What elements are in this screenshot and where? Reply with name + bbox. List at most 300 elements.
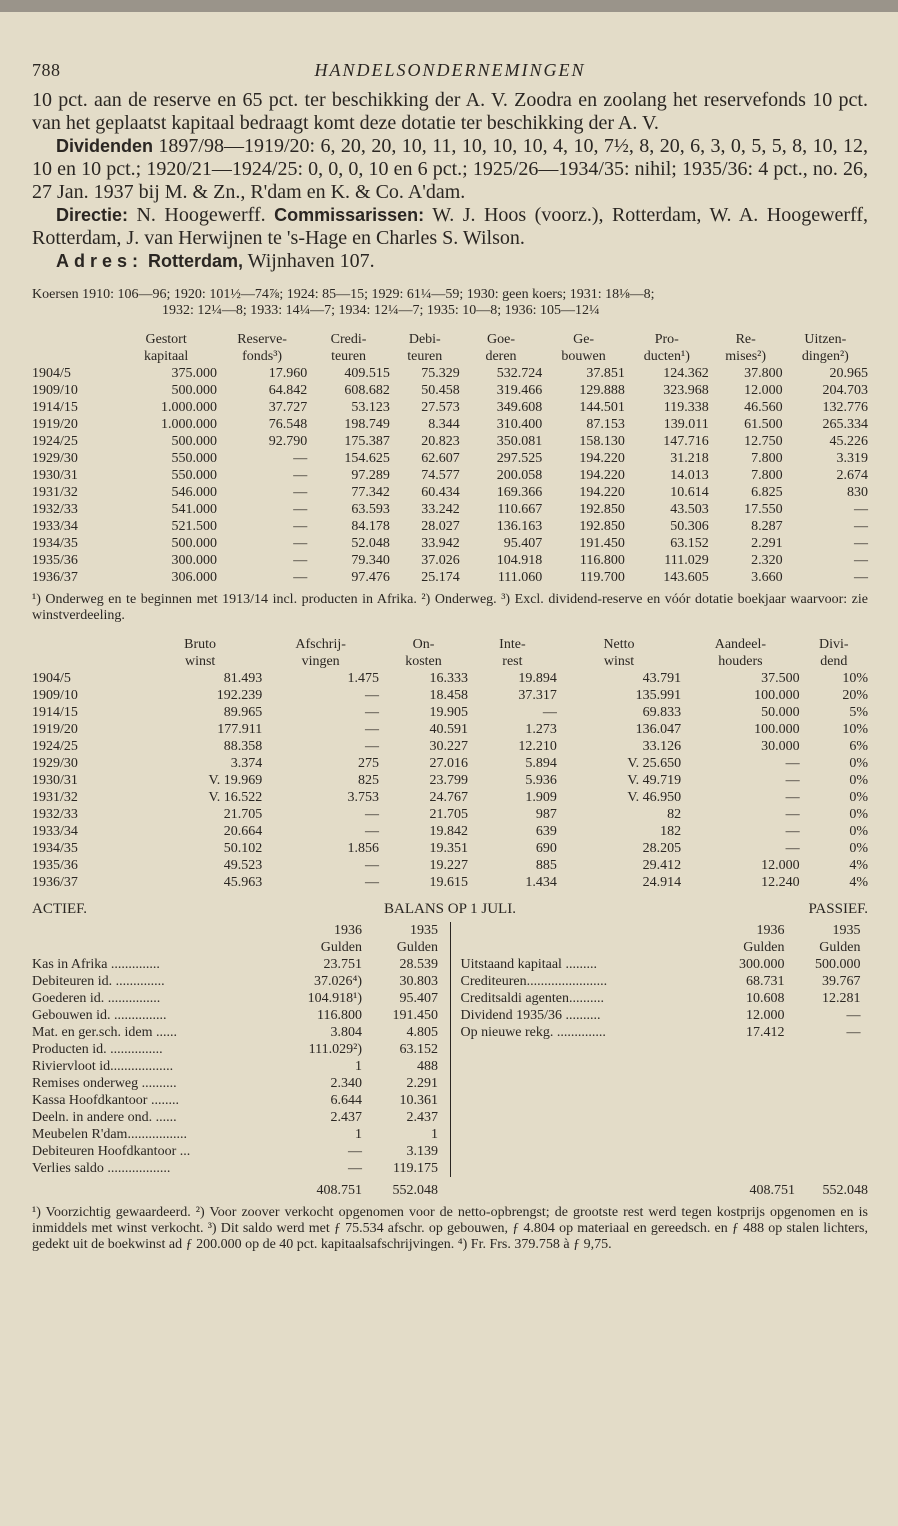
value-cell: 19.894 — [518, 670, 557, 686]
value-cell: 89.965 — [223, 704, 263, 720]
value-cell: 46.560 — [744, 399, 783, 415]
value-cell: 111.060 — [497, 569, 543, 585]
value-cell: 12.750 — [744, 433, 783, 449]
koersen-line-2: 1932: 12¼—8; 1933: 14¼—7; 1934: 12¼—7; 1935: 10—8; 1936: 105—12¼ — [162, 303, 600, 318]
value-cell: 21.705 — [223, 806, 263, 822]
value-1936: 10.608 — [745, 991, 785, 1006]
column-header-line-2: kosten — [405, 654, 442, 669]
value-cell: 0% — [849, 789, 868, 805]
value-cell: 82 — [667, 806, 682, 822]
year-cell: 1904/5 — [32, 365, 71, 381]
value-1935: 2.291 — [406, 1076, 438, 1091]
value-1935: 28.539 — [399, 957, 438, 972]
year-cell: 1933/34 — [32, 518, 78, 534]
value-cell: 158.130 — [579, 433, 625, 449]
value-cell: 50.306 — [670, 518, 709, 534]
column-header-line-2: dingen²) — [801, 349, 849, 364]
value-cell: 132.776 — [822, 399, 868, 415]
value-1935: — — [846, 1025, 861, 1040]
value-cell: 154.625 — [344, 450, 390, 466]
value-cell: 194.220 — [579, 484, 625, 500]
actief-row — [32, 1075, 440, 1092]
value-cell: 23.799 — [429, 772, 468, 788]
value-cell: 50.458 — [421, 382, 460, 398]
page-number: 788 — [32, 60, 61, 80]
column-header — [783, 331, 868, 365]
value-1936: 3.804 — [330, 1025, 362, 1040]
item-label: Verlies saldo .................. — [32, 1161, 171, 1176]
actief-row — [32, 1041, 440, 1058]
column-header-line-2: winst — [603, 654, 635, 669]
year-cell: 1930/31 — [32, 467, 78, 483]
value-cell: 194.220 — [579, 467, 625, 483]
item-label: Kas in Afrika .............. — [32, 957, 160, 972]
actief-row — [32, 1160, 440, 1177]
value-cell: 182 — [660, 823, 682, 839]
value-cell: 198.749 — [344, 416, 390, 432]
value-cell: 20.823 — [421, 433, 460, 449]
value-cell: V. 16.522 — [208, 789, 263, 805]
footnote-balance: ¹) Voorzichtig gewaardeerd. ²) Voor zoover verkocht opgenomen voor de netto-opbrengst; de grootste rest werd tegen kostprijs opgenomen en is inmiddels met winst verkocht. ³) Dit saldo werd met ƒ 75.534 afschr. op gebouwen, ƒ 4.804 op materiaal en gereedsch. en ƒ 488 op stalen lichters, gedekt uit de boekwinst ad ƒ 200.000 op de 40 pct. kapitaalsafschrijvingen. ⁴) Fr. Frs. 379.758 à ƒ 9,75. — [32, 1205, 868, 1252]
item-label: Producten id. ............... — [32, 1042, 163, 1057]
table-row — [32, 704, 868, 721]
directie-text: N. Hoogewerff. — [128, 204, 275, 226]
column-header-line-1: Reserve- — [237, 332, 287, 347]
unit-1935: Gulden — [396, 940, 438, 955]
passief-row — [460, 990, 868, 1007]
value-cell: 2.291 — [751, 535, 783, 551]
value-1935: 3.139 — [406, 1144, 438, 1159]
koersen-line-1: Koersen 1910: 106—96; 1920: 101½—74⅞; 1924: 85—15; 1929: 61¼—59; 1930: geen koers; 1931: 18⅛—8; — [32, 287, 655, 302]
value-1936: 12.000 — [745, 1008, 785, 1023]
column-header-line-2: bouwen — [561, 349, 606, 364]
value-cell: 28.205 — [642, 840, 682, 856]
passief-unit-row — [460, 939, 868, 956]
value-1935: 30.803 — [399, 974, 438, 989]
value-cell: 18.458 — [429, 687, 468, 703]
value-cell: 200.058 — [496, 467, 543, 483]
value-cell: 5.936 — [525, 772, 557, 788]
value-cell: 40.591 — [429, 721, 468, 737]
value-cell: 76.548 — [268, 416, 308, 432]
value-cell: 14.013 — [670, 467, 709, 483]
value-cell: 37.800 — [744, 365, 783, 381]
value-cell: 0% — [849, 755, 868, 771]
value-1935: 1 — [431, 1127, 438, 1142]
column-header-line-2: ducten¹) — [643, 349, 690, 364]
table-row — [32, 399, 868, 416]
actief-rows — [32, 956, 440, 1177]
page-header — [32, 60, 868, 81]
value-cell: 43.791 — [642, 670, 682, 686]
column-header-line-1: Netto — [603, 637, 635, 652]
value-cell: 33.126 — [642, 738, 682, 754]
year-cell: 1914/15 — [32, 399, 78, 415]
value-cell: 21.705 — [429, 806, 468, 822]
year-cell: 1904/5 — [32, 670, 71, 686]
value-cell: — — [293, 450, 308, 466]
value-cell: 177.911 — [217, 721, 263, 737]
column-header-line-2: teuren — [407, 349, 443, 364]
value-cell: — — [293, 467, 308, 483]
value-1936: 37.026⁴) — [313, 974, 362, 989]
value-cell: 192.850 — [579, 501, 625, 517]
value-cell: 30.227 — [429, 738, 468, 754]
value-cell: — — [293, 501, 308, 517]
value-cell: 19.615 — [429, 874, 468, 890]
value-1936: 2.340 — [330, 1076, 362, 1091]
item-label: Op nieuwe rekg. .............. — [460, 1025, 606, 1040]
item-label: Debiteuren Hoofdkantoor ... — [32, 1144, 191, 1159]
value-cell: 135.991 — [635, 687, 682, 703]
value-cell: 306.000 — [171, 569, 217, 585]
page — [32, 60, 868, 1253]
value-cell: 175.387 — [344, 433, 390, 449]
value-cell: 825 — [358, 772, 380, 788]
value-cell: 3.660 — [751, 569, 783, 585]
value-cell: — — [365, 687, 380, 703]
value-cell: 119.338 — [663, 399, 709, 415]
value-cell: 144.501 — [579, 399, 625, 415]
value-cell: 84.178 — [351, 518, 390, 534]
value-cell: 297.525 — [496, 450, 543, 466]
table-row — [32, 365, 868, 382]
value-cell: 1.856 — [347, 840, 380, 856]
balance-history-table — [32, 331, 868, 586]
value-cell: 3.374 — [230, 755, 263, 771]
year-1935: 1935 — [832, 923, 861, 938]
value-cell: 8.287 — [751, 518, 783, 534]
value-cell: 300.000 — [171, 552, 217, 568]
value-cell: 116.800 — [579, 552, 625, 568]
value-cell: 33.942 — [421, 535, 460, 551]
value-cell: 265.334 — [822, 416, 868, 432]
passief-row — [460, 956, 868, 973]
item-label: Kassa Hoofdkantoor ........ — [32, 1093, 179, 1108]
total-passief-1936: 408.751 — [749, 1183, 795, 1198]
item-label: Uitstaand kapitaal ......... — [460, 957, 597, 972]
value-cell: 0% — [849, 840, 868, 856]
actief-row — [32, 1126, 440, 1143]
actief-row — [32, 1007, 440, 1024]
year-cell: 1929/30 — [32, 450, 78, 466]
value-cell: 63.593 — [351, 501, 390, 517]
value-cell: — — [365, 721, 380, 737]
value-cell: 37.500 — [761, 670, 800, 686]
table-row — [32, 738, 868, 755]
year-cell: 1934/35 — [32, 840, 78, 856]
value-cell: 16.333 — [429, 670, 468, 686]
value-cell: 20% — [842, 687, 868, 703]
scan-edge — [0, 0, 898, 12]
value-cell: 10% — [842, 721, 868, 737]
value-cell: 111.029 — [664, 552, 709, 568]
value-1936: — — [348, 1161, 362, 1176]
value-cell: 1.434 — [525, 874, 557, 890]
value-cell: 50.102 — [223, 840, 263, 856]
value-cell: 45.963 — [223, 874, 263, 890]
value-cell: 310.400 — [496, 416, 543, 432]
address-street: Wijnhaven 107. — [243, 250, 375, 272]
value-cell: — — [785, 755, 800, 771]
value-cell: 8.344 — [428, 416, 460, 432]
year-cell: 1935/36 — [32, 857, 78, 873]
value-cell: V. 49.719 — [627, 772, 682, 788]
value-cell: 409.515 — [344, 365, 390, 381]
value-cell: — — [293, 518, 308, 534]
value-cell: V. 19.969 — [208, 772, 263, 788]
value-1936: 1 — [355, 1059, 362, 1074]
balance-header — [32, 901, 868, 918]
intro-paragraph: 10 pct. aan de reserve en 65 pct. ter beschikking der A. V. Zoodra en zoolang het reservefonds 10 pct. van het geplaatst kapitaal bedraagt komt deze dotatie ter beschikking der A. V. — [32, 89, 868, 134]
value-cell: 639 — [535, 823, 557, 839]
value-cell: 500.000 — [171, 535, 217, 551]
value-1936: 17.412 — [745, 1025, 785, 1040]
column-header — [709, 331, 783, 365]
value-cell: 375.000 — [171, 365, 217, 381]
address-paragraph — [32, 250, 868, 273]
column-header-line-1: On- — [412, 637, 435, 652]
value-cell: 88.358 — [223, 738, 263, 754]
value-cell: 1.475 — [347, 670, 380, 686]
value-cell: 27.016 — [429, 755, 468, 771]
value-cell: 12.000 — [761, 857, 800, 873]
running-title: HANDELSONDERNEMINGEN — [314, 60, 586, 80]
table-row — [32, 840, 868, 857]
column-header — [681, 636, 800, 670]
value-cell: — — [365, 823, 380, 839]
value-cell: 143.605 — [663, 569, 709, 585]
value-cell: 30.000 — [761, 738, 800, 754]
column-header-line-2: deren — [485, 349, 517, 364]
value-cell: 0% — [849, 772, 868, 788]
value-cell: 92.790 — [268, 433, 308, 449]
value-cell: 12.240 — [761, 874, 800, 890]
value-cell: 110.667 — [497, 501, 543, 517]
table-row — [32, 382, 868, 399]
year-cell: 1933/34 — [32, 823, 78, 839]
actief-year-row — [32, 922, 440, 939]
year-cell: 1924/25 — [32, 738, 78, 754]
value-cell: — — [293, 552, 308, 568]
item-label: Goederen id. ............... — [32, 991, 161, 1006]
year-cell: 1931/32 — [32, 789, 78, 805]
column-header-line-1: Ge- — [573, 332, 595, 347]
value-cell: 500.000 — [171, 433, 217, 449]
management-paragraph — [32, 204, 868, 250]
column-header — [379, 636, 468, 670]
dividend-label: Dividenden — [56, 136, 154, 156]
passief-year-row — [460, 922, 868, 939]
value-cell: — — [365, 857, 380, 873]
value-1936: 116.800 — [317, 1008, 362, 1023]
column-header-line-1: Aandeel- — [714, 637, 767, 652]
year-cell: 1914/15 — [32, 704, 78, 720]
column-header — [307, 331, 390, 365]
column-header — [138, 636, 262, 670]
year-cell: 1924/25 — [32, 433, 78, 449]
column-header — [262, 636, 379, 670]
column-header-line-2: teuren — [331, 349, 367, 364]
value-cell: 4% — [849, 874, 868, 890]
value-cell: 97.476 — [351, 569, 390, 585]
value-cell: 24.767 — [429, 789, 468, 805]
column-header-line-1: Goe- — [487, 332, 515, 347]
year-cell: 1932/33 — [32, 501, 78, 517]
value-cell: 49.523 — [223, 857, 263, 873]
value-cell: 17.550 — [744, 501, 783, 517]
year-cell: 1936/37 — [32, 569, 78, 585]
value-cell: 52.048 — [351, 535, 390, 551]
value-cell: — — [785, 806, 800, 822]
value-cell: 62.607 — [421, 450, 460, 466]
value-1936: 68.731 — [745, 974, 785, 989]
table-row — [32, 552, 868, 569]
table-row — [32, 823, 868, 840]
actief-column — [32, 922, 440, 1177]
table-row — [32, 772, 868, 789]
table-row — [32, 721, 868, 738]
value-cell: — — [293, 484, 308, 500]
column-header — [460, 331, 543, 365]
table-row — [32, 874, 868, 891]
value-cell: 50.000 — [761, 704, 800, 720]
value-cell: 19.842 — [429, 823, 468, 839]
value-cell: 100.000 — [754, 687, 800, 703]
value-cell: 7.800 — [751, 450, 783, 466]
value-cell: — — [293, 535, 308, 551]
value-1936: 111.029²) — [308, 1042, 362, 1057]
column-header — [625, 331, 709, 365]
year-1936: 1936 — [334, 923, 362, 938]
value-cell: 100.000 — [754, 721, 800, 737]
value-cell: 25.174 — [421, 569, 460, 585]
column-header-line-2: houders — [718, 654, 763, 669]
value-cell: 37.851 — [586, 365, 625, 381]
item-label: Meubelen R'dam................. — [32, 1127, 187, 1142]
item-label: Riviervloot id.................. — [32, 1059, 174, 1074]
item-label: Debiteuren id. .............. — [32, 974, 165, 989]
value-cell: 129.888 — [579, 382, 625, 398]
actief-row — [32, 1109, 440, 1126]
item-label: Mat. en ger.sch. idem ...... — [32, 1025, 178, 1040]
value-cell: V. 25.650 — [627, 755, 682, 771]
value-cell: 74.577 — [421, 467, 460, 483]
value-cell: 0% — [849, 823, 868, 839]
year-cell: 1919/20 — [32, 416, 78, 432]
value-cell: 139.011 — [663, 416, 709, 432]
item-label: Deeln. in andere ond. ...... — [32, 1110, 177, 1125]
balance-totals — [32, 1183, 868, 1199]
actief-row — [32, 1143, 440, 1160]
value-1935: 95.407 — [399, 991, 438, 1006]
value-cell: 4% — [849, 857, 868, 873]
value-1935: 2.437 — [406, 1110, 438, 1125]
commissarissen-text: W. J. Hoos (voorz.), Rotterdam, W. A. Hoogewerff, Rotterdam, J. van Herwijnen te 's-Hage en Charles S. Wilson. — [32, 204, 869, 249]
address-city: Rotterdam, — [148, 251, 244, 271]
value-cell: 104.918 — [496, 552, 543, 568]
year-cell: 1936/37 — [32, 874, 78, 890]
profit-history-table — [32, 636, 868, 891]
footnote-table-1: ¹) Onderweg en te beginnen met 1913/14 incl. producten in Afrika. ²) Onderweg. ³) Excl. dividend-reserve en vóór dotatie boekjaar waarvoor: zie winstverdeeling. — [32, 592, 868, 623]
value-cell: 0% — [849, 806, 868, 822]
table-row — [32, 484, 868, 501]
value-cell: 608.682 — [344, 382, 390, 398]
value-cell: 3.319 — [836, 450, 868, 466]
total-actief-1936: 408.751 — [316, 1183, 362, 1198]
value-cell: 124.362 — [663, 365, 709, 381]
value-cell: 1.909 — [525, 789, 557, 805]
column-header-line-2: kapitaal — [143, 349, 189, 364]
table-row — [32, 857, 868, 874]
balance-divider — [450, 922, 451, 1177]
value-cell: 79.340 — [351, 552, 390, 568]
value-cell: 17.960 — [268, 365, 308, 381]
value-cell: 45.226 — [829, 433, 868, 449]
value-cell: — — [542, 704, 557, 720]
value-cell: 5.894 — [525, 755, 557, 771]
value-1936: 1 — [355, 1127, 362, 1142]
value-cell: — — [854, 552, 868, 568]
value-cell: 75.329 — [421, 365, 460, 381]
value-cell: 1.000.000 — [160, 399, 217, 415]
passief-row — [460, 1007, 868, 1024]
value-cell: 500.000 — [171, 382, 217, 398]
balance-title: BALANS OP 1 JULI. — [384, 901, 516, 917]
value-1935: 63.152 — [399, 1042, 438, 1057]
value-cell: 550.000 — [171, 450, 217, 466]
value-1935: 119.175 — [393, 1161, 438, 1176]
year-cell: 1909/10 — [32, 382, 78, 398]
column-header-line-2: vingen — [301, 654, 340, 669]
dividend-paragraph — [32, 135, 868, 204]
column-header-line-2: mises²) — [725, 349, 767, 364]
column-header — [32, 636, 138, 670]
value-cell: 19.905 — [429, 704, 468, 720]
value-cell: 550.000 — [171, 467, 217, 483]
value-cell: — — [854, 501, 868, 517]
value-cell: 532.724 — [496, 365, 543, 381]
actief-row — [32, 1024, 440, 1041]
value-cell: 5% — [849, 704, 868, 720]
actief-row — [32, 1058, 440, 1075]
column-header-line-1: Afschrij- — [295, 637, 346, 652]
value-cell: 10% — [842, 670, 868, 686]
year-cell: 1929/30 — [32, 755, 78, 771]
year-cell: 1919/20 — [32, 721, 78, 737]
value-cell: 541.000 — [171, 501, 217, 517]
value-cell: 319.466 — [496, 382, 543, 398]
value-cell: 53.123 — [351, 399, 390, 415]
value-cell: — — [785, 789, 800, 805]
column-header-line-1: Pro- — [654, 332, 679, 347]
actief-unit-row — [32, 939, 440, 956]
value-1935: 39.767 — [821, 974, 861, 989]
column-header-line-1: Uitzen- — [804, 332, 847, 347]
value-cell: 20.965 — [829, 365, 868, 381]
value-cell: 87.153 — [586, 416, 625, 432]
value-1935: 191.450 — [392, 1008, 438, 1023]
value-cell: 690 — [535, 840, 557, 856]
table-header-row — [32, 636, 868, 670]
value-cell: 192.239 — [216, 687, 263, 703]
value-cell: 191.450 — [579, 535, 625, 551]
value-cell: 27.573 — [421, 399, 460, 415]
value-cell: 830 — [847, 484, 868, 500]
year-cell: 1934/35 — [32, 535, 78, 551]
value-cell: 119.700 — [579, 569, 625, 585]
passief-label: PASSIEF. — [808, 901, 868, 917]
